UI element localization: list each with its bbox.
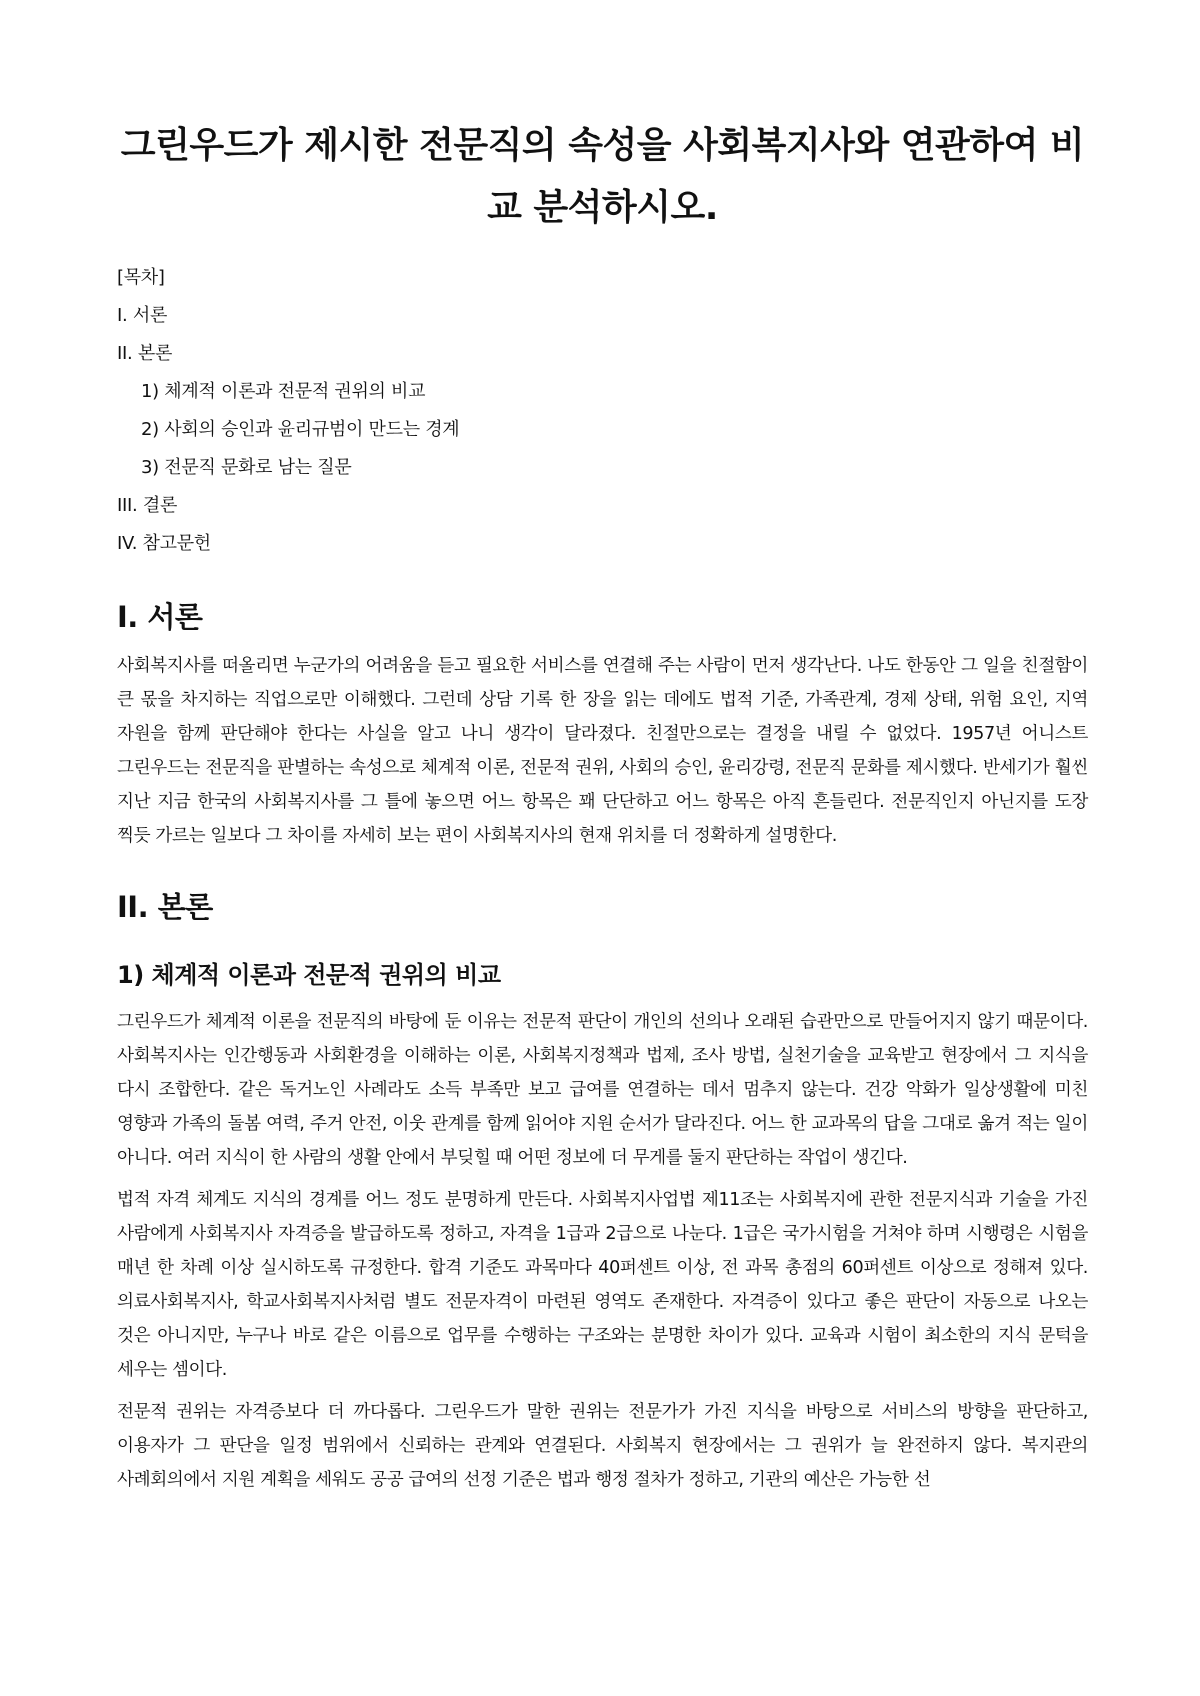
body-sub1-paragraph-1: 그린우드가 체계적 이론을 전문직의 바탕에 둔 이유는 전문적 판단이 개인의 선의나 오래된 습관만으로 만들어지지 않기 때문이다. 사회복지사는 인간행동과 사회환경을 이해하는 이론, 사회복지정책과 법제, 조사 방법, 실천기술을 교육받고 현장에서 그 지식을 다시 조합한다. 같은 독거노인 사례라도 소득 부족만 보고 급여를 연결하는 데서 멈추지 않는다. 건강 악화가 일상생활에 미친 영향과 가족의 돌봄 여력, 주거 안전, 이웃 관계를 함께 읽어야 지원 순서가 달라진다. 어느 한 교과목의 답을 그대로 옮겨 적는 일이 아니다. 여러 지식이 한 사람의 생활 안에서 부딪힐 때 어떤 정보에 더 무게를 둘지 판단하는 작업이 생긴다. xyxy=(117,1012,1088,1168)
body-sub1-paragraph-2: 법적 자격 체계도 지식의 경계를 어느 정도 분명하게 만든다. 사회복지사업법 제11조는 사회복지에 관한 전문지식과 기술을 가진 사람에게 사회복지사 자격증을 발급하도록 정하고, 자격을 1급과 2급으로 나눈다. 1급은 국가시험을 거쳐야 하며 시행령은 시험을 매년 한 차례 이상 실시하도록 규정한다. 합격 기준도 과목마다 40퍼센트 이상, 전 과목 총점의 60퍼센트 이상으로 정해져 있다. 의료사회복지사, 학교사회복지사처럼 별도 전문자격이 마련된 영역도 존재한다. 자격증이 있다고 좋은 판단이 자동으로 나오는 것은 아니지만, 누구나 바로 같은 이름으로 업무를 수행하는 구조와는 분명한 차이가 있다. 교육과 시험이 최소한의 지식 문턱을 세우는 셈이다. xyxy=(117,1190,1088,1380)
table-of-contents xyxy=(117,259,1088,563)
toc-item-body-sub2: 2) 사회의 승인과 윤리규범이 만드는 경계 xyxy=(141,419,460,440)
toc-item-intro: I. 서론 xyxy=(117,305,168,326)
intro-paragraph: 사회복지사를 떠올리면 누군가의 어려움을 듣고 필요한 서비스를 연결해 주는 사람이 먼저 생각난다. 나도 한동안 그 일을 친절함이 큰 몫을 차지하는 직업으로만 이해했다. 그런데 상담 기록 한 장을 읽는 데에도 법적 기준, 가족관계, 경제 상태, 위험 요인, 지역 자원을 함께 판단해야 한다는 사실을 알고 나니 생각이 달라졌다. 친절만으로는 결정을 내릴 수 없었다. 1957년 어니스트 그린우드는 전문직을 판별하는 속성으로 체계적 이론, 전문적 권위, 사회의 승인, 윤리강령, 전문직 문화를 제시했다. 반세기가 훨씬 지난 지금 한국의 사회복지사를 그 틀에 놓으면 어느 항목은 꽤 단단하고 어느 항목은 아직 흔들린다. 전문직인지 아닌지를 도장 찍듯 가르는 일보다 그 차이를 자세히 보는 편이 사회복지사의 현재 위치를 더 정확하게 설명한다. xyxy=(117,656,1088,846)
toc-item-body-sub3: 3) 전문직 문화로 남는 질문 xyxy=(141,457,352,478)
body-heading: II. 본론 xyxy=(117,890,213,924)
toc-item-body-sub1: 1) 체계적 이론과 전문적 권위의 비교 xyxy=(141,381,426,402)
toc-item-conclusion: III. 결론 xyxy=(117,495,178,516)
toc-item-body: II. 본론 xyxy=(117,343,173,364)
body-sub1-heading: 1) 체계적 이론과 전문적 권위의 비교 xyxy=(117,961,501,989)
toc-item-references: IV. 참고문헌 xyxy=(117,533,211,554)
document-title: 그린우드가 제시한 전문직의 속성을 사회복지사와 연관하여 비교 분석하시오. xyxy=(120,125,1085,228)
toc-heading: [목차] xyxy=(117,267,165,288)
body-sub1-paragraph-3: 전문적 권위는 자격증보다 더 까다롭다. 그린우드가 말한 권위는 전문가가 가진 지식을 바탕으로 서비스의 방향을 판단하고, 이용자가 그 판단을 일정 범위에서 신뢰하는 관계와 연결된다. 사회복지 현장에서는 그 권위가 늘 완전하지 않다. 복지관의 사례회의에서 지원 계획을 세워도 공공 급여의 선정 기준은 법과 행정 절차가 정하고, 기관의 예산은 가능한 선 xyxy=(117,1402,1088,1490)
intro-heading: I. 서론 xyxy=(117,600,203,634)
